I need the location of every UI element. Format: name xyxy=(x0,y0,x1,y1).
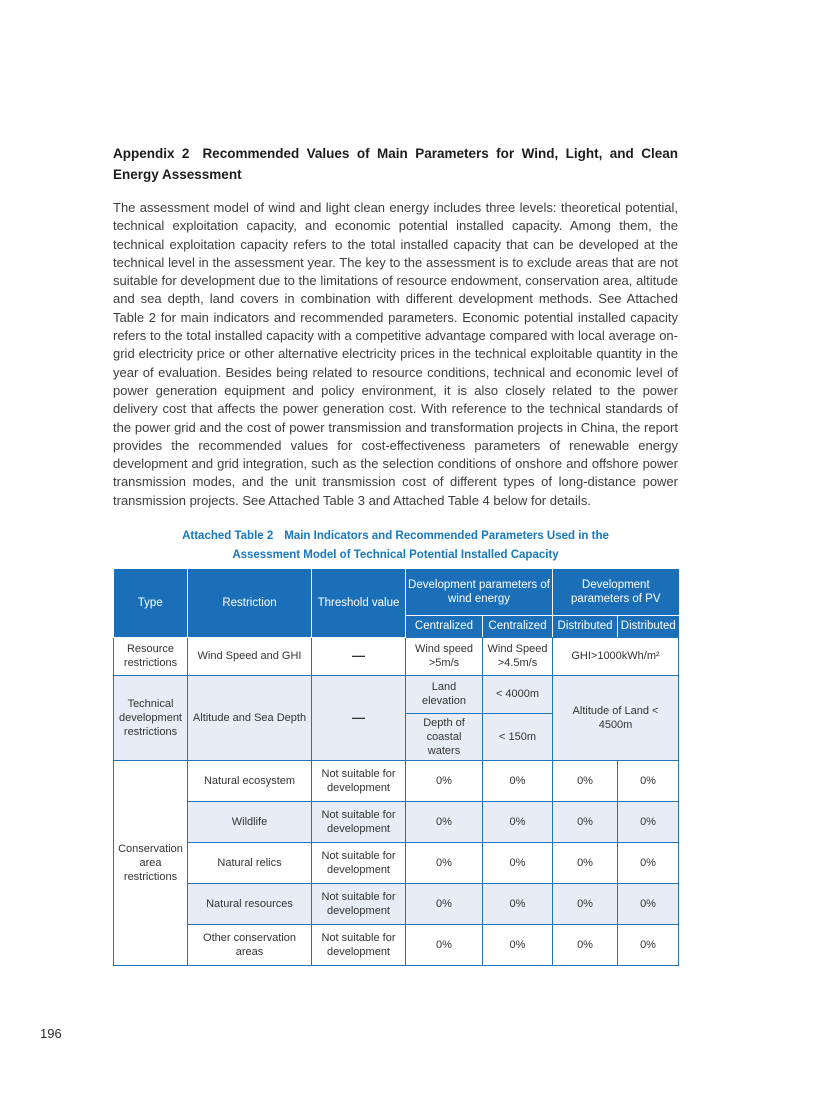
cell-technical-type: Technical development restrictions xyxy=(114,675,188,760)
cell-technical-restriction: Altitude and Sea Depth xyxy=(188,675,312,760)
cell-value: 0% xyxy=(483,883,553,924)
page-title xyxy=(113,143,678,185)
cell-technical-pv: Altitude of Land < 4500m xyxy=(553,675,679,760)
cell-value: 0% xyxy=(618,801,679,842)
page-number: 196 xyxy=(40,1026,62,1041)
cell-value: 0% xyxy=(618,883,679,924)
table-row-conservation-2 xyxy=(114,801,679,842)
table-caption-title1: Main Indicators and Recommended Parameters Used in the xyxy=(284,530,609,543)
body-paragraph: The assessment model of wind and light clean energy includes three levels: theoretical potential, technical exploitation capacity, and economic potential installed capacity. Among them, the technical exploitation capacity refers to the total installed capacity that can be developed at the technical level in the assessment year. The key to the assessment is to exclude areas that are not suitable for development due to the limitations of resource endowment, conservation area, altitude and sea depth, land covers in combination with different development methods. See Attached Table 2 for main indicators and recommended parameters. Economic potential installed capacity refers to the total installed capacity with a competitive advantage compared with local average on-grid electricity price or other alternative electricity prices in the technical exploitable quantity in the year of evaluation. Besides being related to resource conditions, technical and economic level of power generation equipment and policy environment, it is also closely related to the power delivery cost that affects the power generation cost. With reference to the technical standards of the power grid and the cost of power transmission and transformation projects in China, the report provides the recommended values for cost-effectiveness parameters of renewable energy development and grid integration, such as the selection conditions of onshore and offshore power transmission modes, and the unit transmission cost of different types of long-distance power transmission projects. See Attached Table 3 and Attached Table 4 below for details. xyxy=(113,200,678,508)
col-group-pv: Development parameters of PV xyxy=(553,569,679,615)
cell-value: 0% xyxy=(618,842,679,883)
cell-value: 0% xyxy=(483,801,553,842)
cell-technical-threshold: — xyxy=(312,675,406,760)
cell-value: 0% xyxy=(406,883,483,924)
cell-restriction: Wildlife xyxy=(188,801,312,842)
cell-value: 0% xyxy=(483,924,553,965)
cell-value: 0% xyxy=(483,842,553,883)
cell-restriction: Natural ecosystem xyxy=(188,760,312,801)
appendix-title-text: Recommended Values of Main Parameters for Wind, Light, and Clean Energy Assessment xyxy=(113,146,678,182)
table-row-conservation-1 xyxy=(114,760,679,801)
cell-technical-depth: Depth of coastal waters xyxy=(406,713,483,760)
col-header-pv-distributed-2: Distributed xyxy=(618,615,679,637)
cell-value: 0% xyxy=(553,801,618,842)
cell-threshold: Not suitable for development xyxy=(312,883,406,924)
cell-value: 0% xyxy=(553,924,618,965)
cell-resource-wind2: Wind Speed >4.5m/s xyxy=(483,637,553,675)
cell-value: 0% xyxy=(406,842,483,883)
cell-value: 0% xyxy=(483,760,553,801)
col-header-restriction: Restriction xyxy=(188,569,312,637)
cell-value: 0% xyxy=(406,760,483,801)
cell-threshold: Not suitable for development xyxy=(312,924,406,965)
table-row-resource xyxy=(114,637,679,675)
cell-value: 0% xyxy=(553,842,618,883)
cell-technical-land-elevation: Land elevation xyxy=(406,675,483,713)
cell-technical-land-elevation-value: < 4000m xyxy=(483,675,553,713)
col-header-type: Type xyxy=(114,569,188,637)
col-header-wind-centralized-1: Centralized xyxy=(406,615,483,637)
cell-resource-threshold: — xyxy=(312,637,406,675)
cell-value: 0% xyxy=(618,760,679,801)
col-group-wind: Development parameters of wind energy xyxy=(406,569,553,615)
table-caption xyxy=(113,527,678,565)
cell-threshold: Not suitable for development xyxy=(312,760,406,801)
cell-technical-depth-value: < 150m xyxy=(483,713,553,760)
cell-threshold: Not suitable for development xyxy=(312,801,406,842)
cell-restriction: Natural resources xyxy=(188,883,312,924)
table-row-conservation-4 xyxy=(114,883,679,924)
cell-value: 0% xyxy=(618,924,679,965)
cell-value: 0% xyxy=(406,801,483,842)
cell-resource-restriction: Wind Speed and GHI xyxy=(188,637,312,675)
cell-threshold: Not suitable for development xyxy=(312,842,406,883)
table-header-row-1 xyxy=(114,569,679,615)
col-header-pv-distributed-1: Distributed xyxy=(553,615,618,637)
table-caption-line2: Assessment Model of Technical Potential Installed Capacity xyxy=(232,549,559,562)
table-caption-label: Attached Table 2 xyxy=(182,530,274,543)
parameters-table xyxy=(113,569,679,966)
cell-resource-wind1: Wind speed >5m/s xyxy=(406,637,483,675)
cell-resource-type: Resource restrictions xyxy=(114,637,188,675)
cell-restriction: Other conservation areas xyxy=(188,924,312,965)
appendix-label: Appendix 2 xyxy=(113,146,190,161)
table-row-technical-a xyxy=(114,675,679,713)
cell-resource-pv: GHI>1000kWh/m² xyxy=(553,637,679,675)
cell-value: 0% xyxy=(553,760,618,801)
table-caption-line1 xyxy=(113,527,678,546)
col-header-wind-centralized-2: Centralized xyxy=(483,615,553,637)
cell-value: 0% xyxy=(406,924,483,965)
cell-restriction: Natural relics xyxy=(188,842,312,883)
col-header-threshold: Threshold value xyxy=(312,569,406,637)
table-row-conservation-5 xyxy=(114,924,679,965)
cell-conservation-type: Conservation area restrictions xyxy=(114,760,188,965)
cell-value: 0% xyxy=(553,883,618,924)
table-row-conservation-3 xyxy=(114,842,679,883)
document-page-content xyxy=(113,143,678,966)
